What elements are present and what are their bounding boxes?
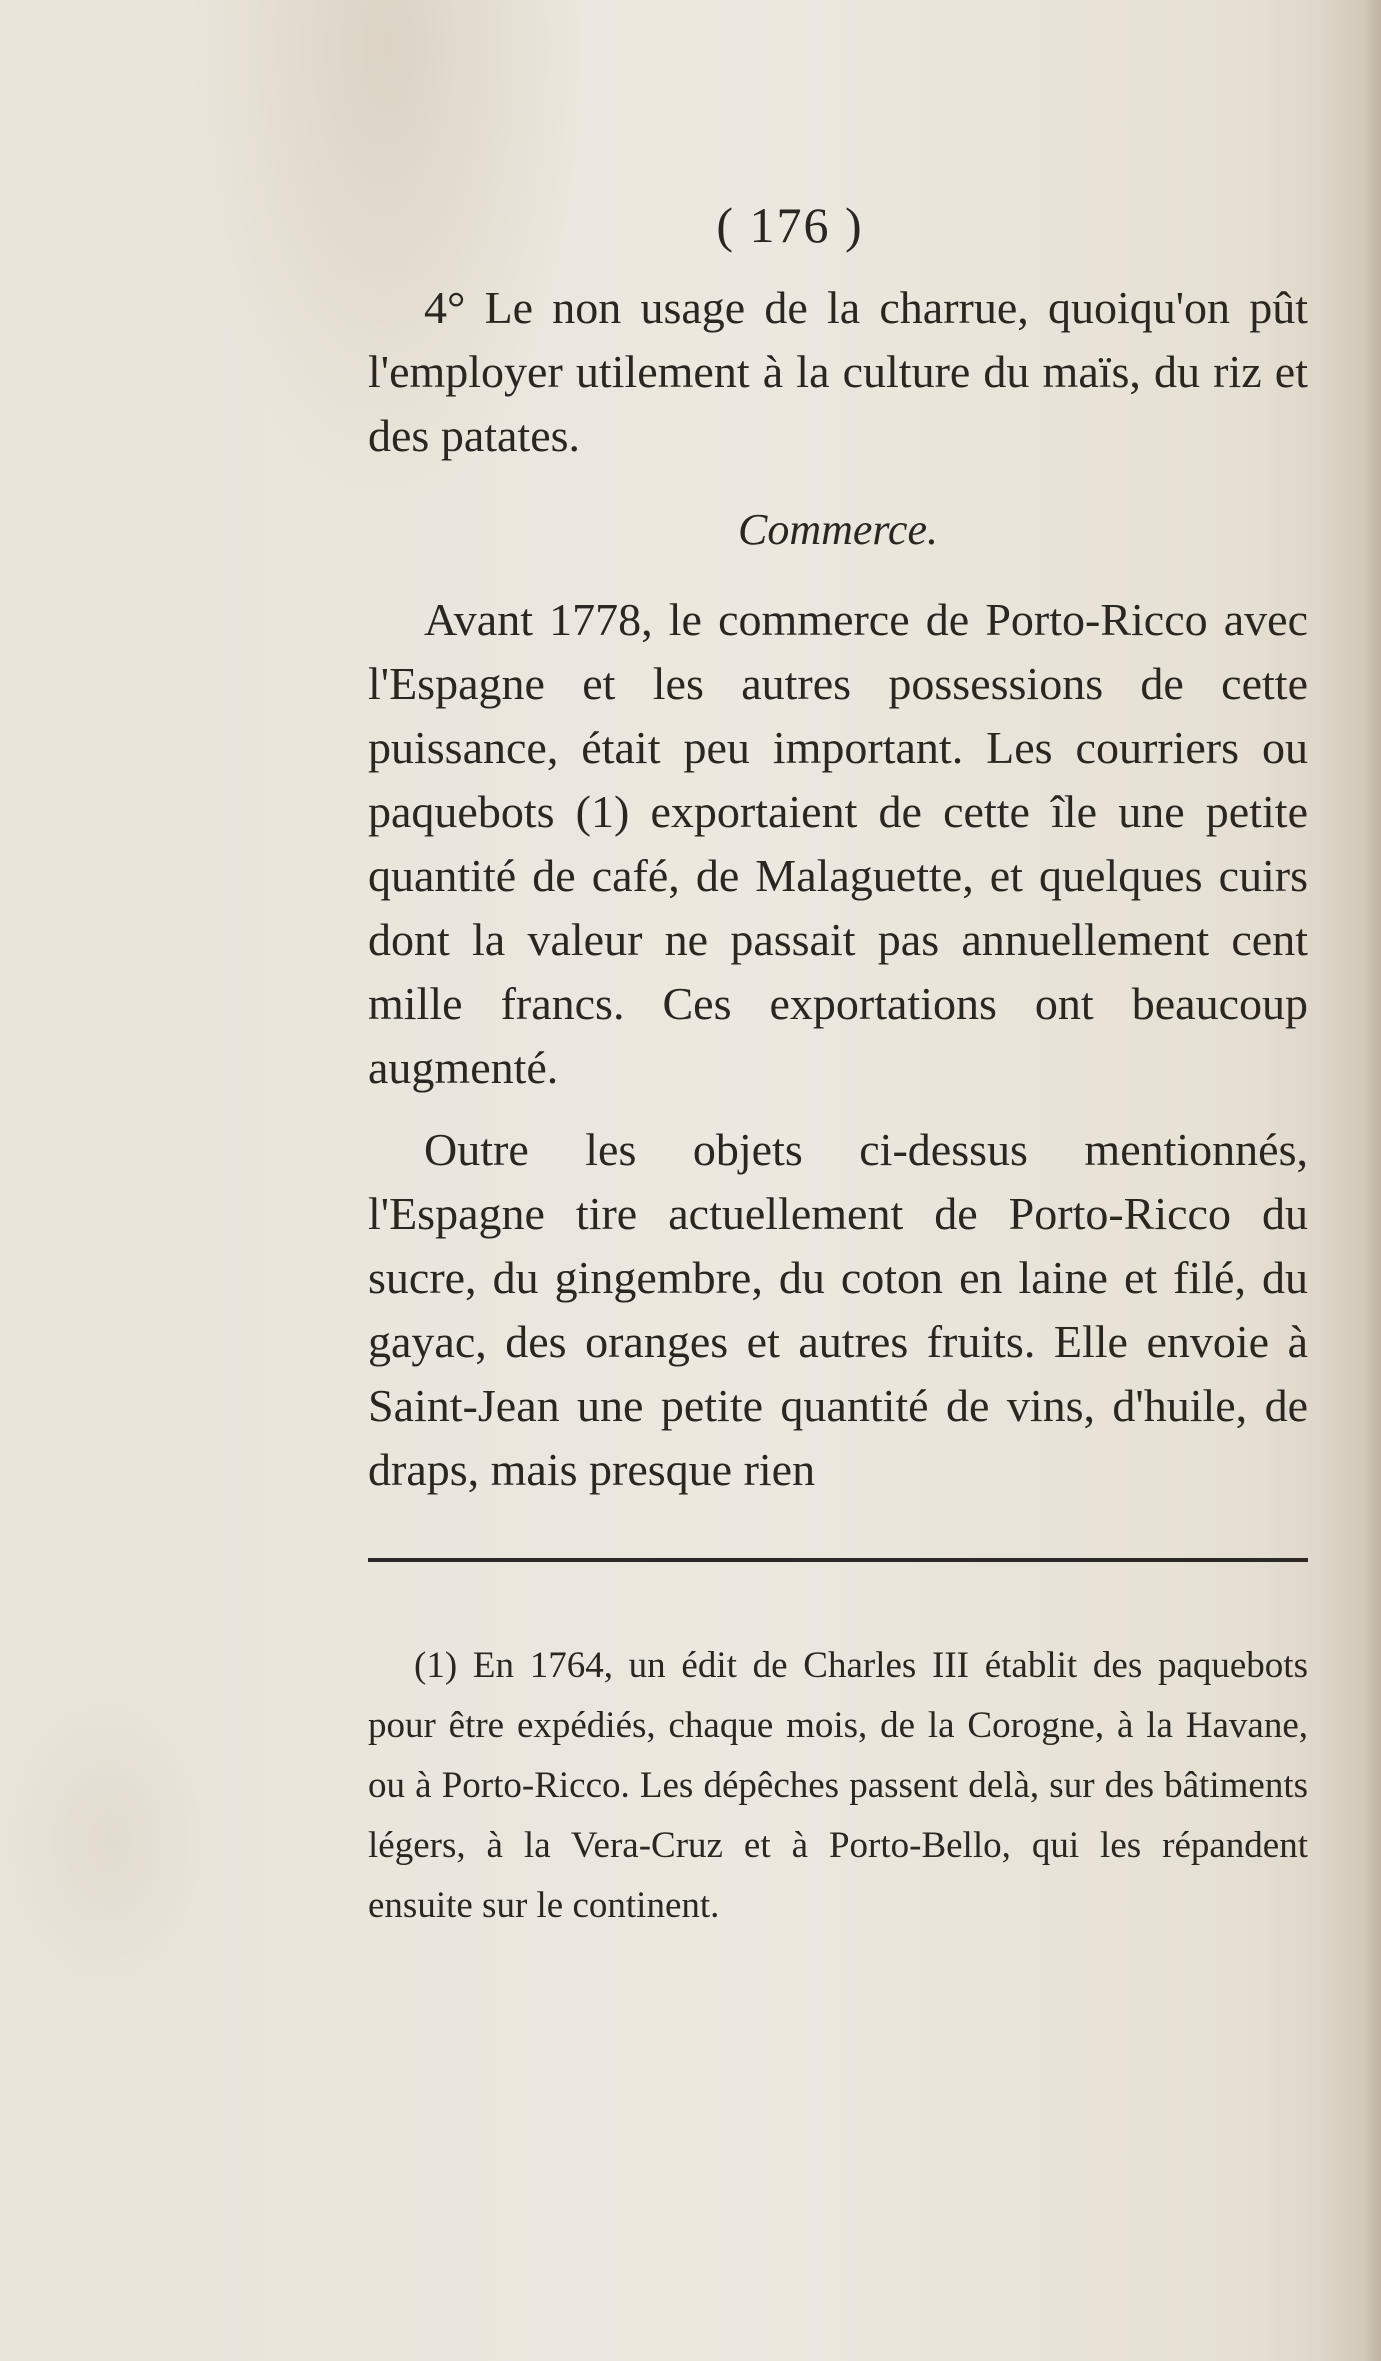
main-text xyxy=(368,276,1308,1502)
footnote-separator-rule xyxy=(368,1558,1308,1562)
footnote xyxy=(368,1636,1308,1936)
footnote-text: (1) En 1764, un édit de Charles III établit des paquebots pour être expédiés, chaque mois, de la Corogne, à la Havane, ou à Porto-Ricco. Les dépêches passent delà, sur des bâtiments légers, à la Vera-Cruz et à Porto-Bello, qui les répandent ensuite sur le continent. xyxy=(368,1645,1308,1926)
page-number: ( 176 ) xyxy=(716,197,864,253)
paragraph-commerce-before-1778: Avant 1778, le commerce de Porto-Ricco avec l'Espagne et les autres possessions de cette puissance, était peu important. Les courriers ou paquebots (1) exportaient de cette île une petite quantité de café, de Malaguette, et quelques cuirs dont la valeur ne passait pas annuellement cent mille francs. Ces exportations ont beaucoup augmenté. xyxy=(368,594,1308,1093)
paragraph-spain-imports: Outre les objets ci-dessus mentionnés, l'Espagne tire actuellement de Porto-Ricco du sucre, du gingembre, du coton en laine et filé, du gayac, des oranges et autres fruits. Elle envoie à Saint-Jean une petite quantité de vins, d'huile, de draps, mais presque rien xyxy=(368,1124,1308,1495)
paragraph-agriculture-point-4: 4° Le non usage de la charrue, quoiqu'on pût l'employer utilement à la culture du maïs, du riz et des patates. xyxy=(368,282,1308,461)
page-edge-shadow xyxy=(1321,0,1381,2361)
section-title-commerce: Commerce. xyxy=(738,505,938,554)
